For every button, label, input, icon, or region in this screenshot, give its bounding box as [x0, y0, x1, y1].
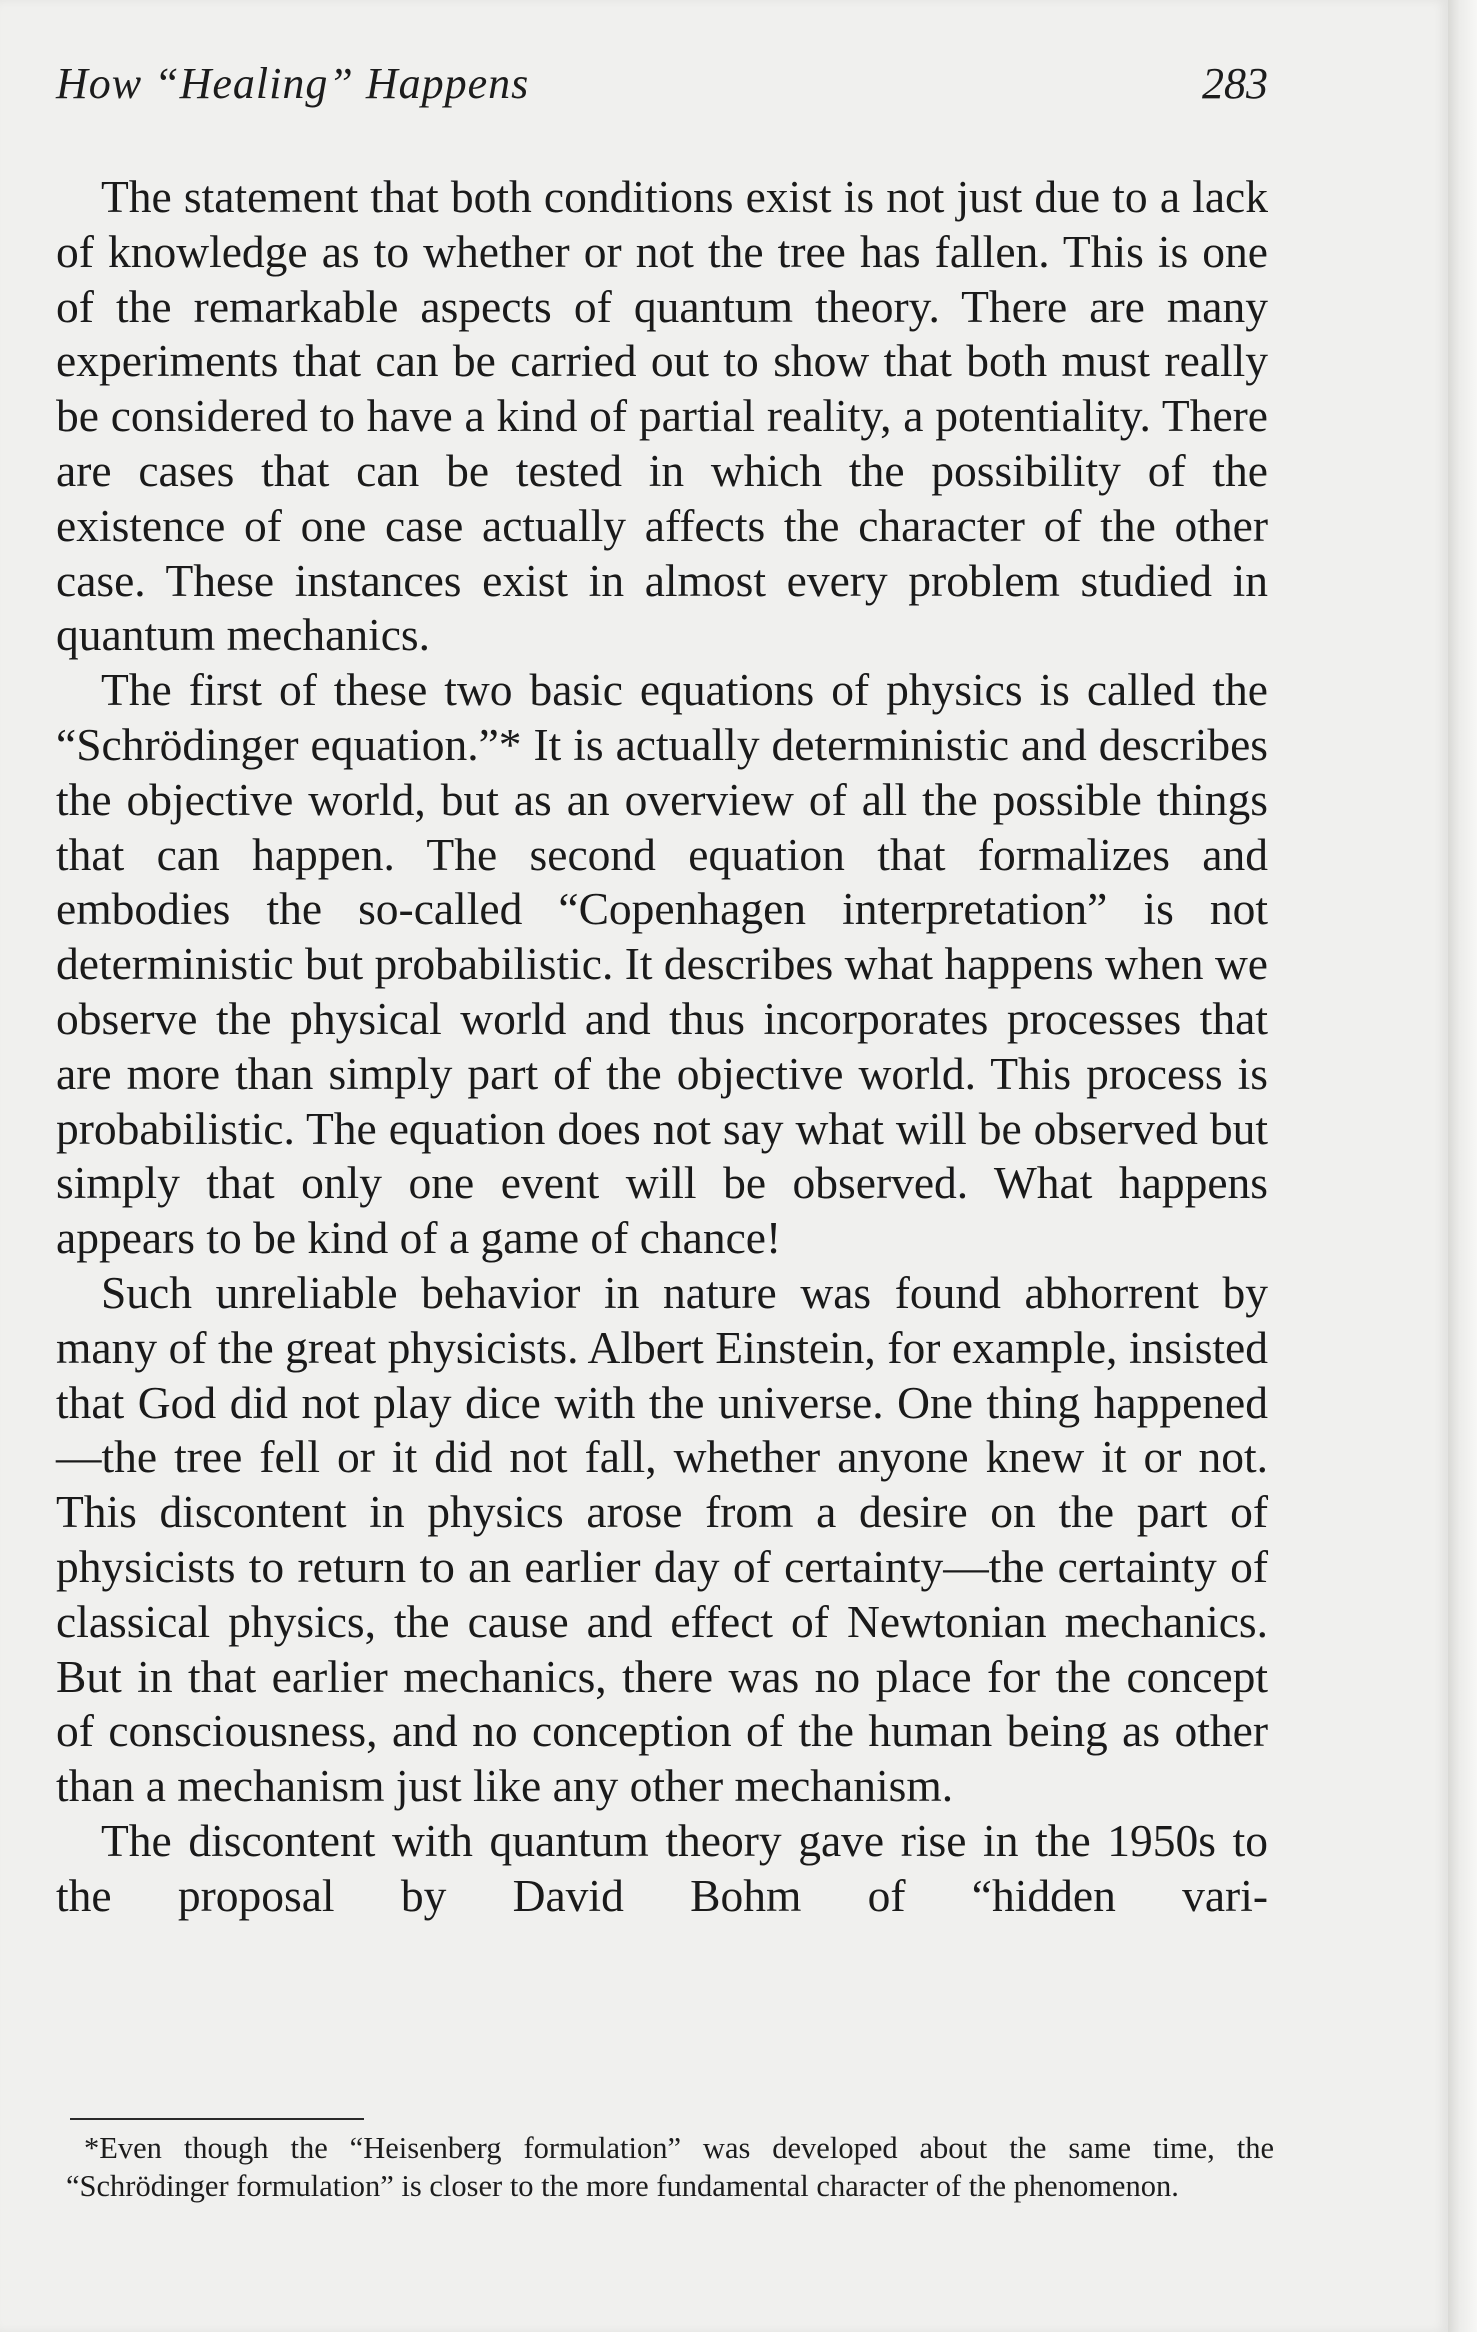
paragraph: Such unreliable behavior in nature was found abhorrent by many of the great physicists. Albert Einstein, for example, insisted that God did not play dice with the universe. One thing happened—the tree fell or it did not fall, whether anyone knew it or not. This discontent in physics arose from a desire on the part of physicists to return to an earlier day of certainty—the certainty of classical physics, the cause and effect of Newtonian mechanics. But in that earlier mechanics, there was no place for the concept of consciousness, and no conception of the human being as other than a mechanism just like any other mechanism.	[56, 1266, 1268, 1812]
running-header	[56, 58, 1268, 118]
page-number: 283	[1202, 59, 1268, 108]
footnote: *Even though the “Heisenberg formulation” was developed about the same time, the “Schrödinger formulation” is closer to the more fundamental character of the phenomenon.	[66, 2131, 1274, 2203]
body-text	[56, 170, 1268, 1924]
running-title: How “Healing” Happens	[56, 59, 530, 108]
paragraph: The first of these two basic equations of physics is called the “Schrödinger equation.”* It is actually deterministic and describes the objective world, but as an overview of all the possible things that can happen. The second equation that formalizes and embodies the so-called “Copenhagen interpretation” is not deterministic but probabilistic. It describes what happens when we observe the physical world and thus incorporates processes that are more than simply part of the objective world. This process is probabilistic. The equation does not say what will be observed but simply that only one event will be observed. What happens appears to be kind of a game of chance!	[56, 664, 1268, 1264]
paragraph: The statement that both conditions exist is not just due to a lack of knowledge as to whether or not the tree has fallen. This is one of the remarkable aspects of quantum theory. There are many experiments that can be carried out to show that both must really be considered to have a kind of partial reality, a potentiality. There are cases that can be tested in which the possibility of the existence of one case actually affects the character of the other case. These instances exist in almost every problem studied in quantum mechanics.	[56, 171, 1268, 661]
footnote-divider	[70, 2118, 364, 2120]
page-edge	[1448, 0, 1477, 2332]
paragraph: The discontent with quantum theory gave rise in the 1950s to the proposal by David Bohm of “hidden vari-	[56, 1814, 1268, 1921]
